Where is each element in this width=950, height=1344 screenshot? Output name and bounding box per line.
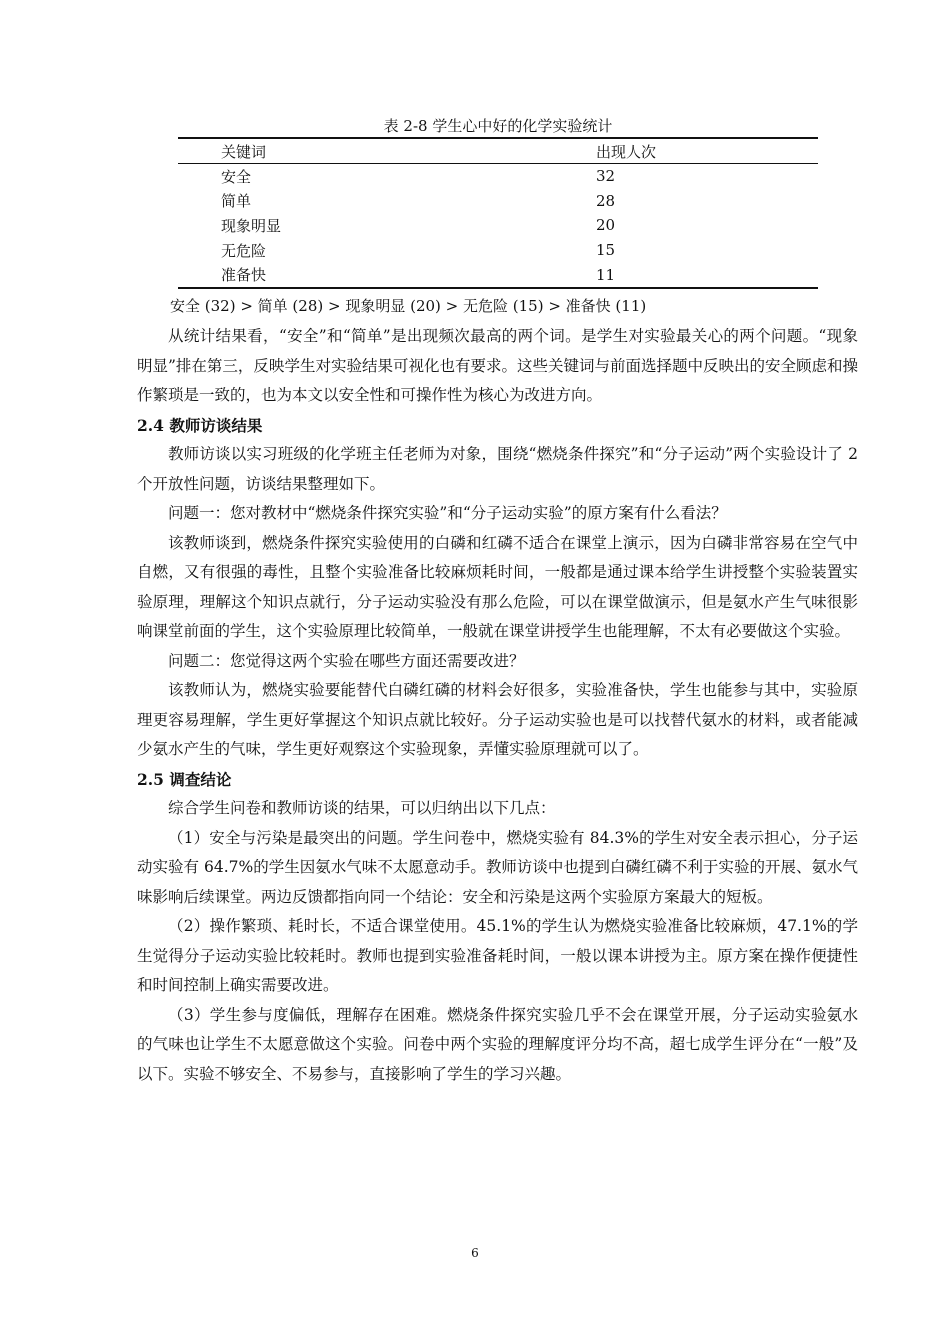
row-count: 32: [596, 167, 616, 186]
row-count: 15: [596, 241, 616, 260]
answer-two: 该教师认为，燃烧实验要能替代白磷红磷的材料会好很多，实验准备快，学生也能参与其中，实验原理更容易理解，学生更好掌握这个知识点就比较好。分子运动实验也是可以找替代氨水的材料，或者能减少氨水产生的气味，学生更好观察这个实验现象，弄懂实验原理就可以了。: [137, 681, 858, 758]
row-count: 28: [596, 191, 616, 210]
question-one: 问题一：您对教材中“燃烧条件探究实验”和“分子运动实验”的原方案有什么看法？: [168, 504, 727, 522]
table-row: [178, 238, 818, 263]
ranking-summary: 安全 (32) > 简单 (28) > 现象明显 (20) > 无危险 (15) > 准备快 (11): [170, 297, 647, 315]
answer-one: 该教师谈到，燃烧条件探究实验使用的白磷和红磷不适合在课堂上演示，因为白磷非常容易在空气中自燃，又有很强的毒性，且整个实验准备比较麻烦耗时间，一般都是通过课本给学生讲授整个实验装置实验原理，理解这个知识点就行，分子运动实验没有那么危险，可以在课堂做演示，但是氨水产生气味很影响课堂前面的学生，这个实验原理比较简单，一般就在课堂讲授学生也能理解，不太有必要做这个实验。: [137, 533, 858, 640]
row-count: 20: [596, 216, 616, 235]
section-heading-2-4: 2.4 教师访谈结果: [137, 415, 263, 435]
paragraph-conclusion-intro: 综合学生问卷和教师访谈的结果，可以归纳出以下几点：: [168, 799, 556, 817]
header-keyword: 关键词: [178, 138, 596, 164]
question-two: 问题二：您觉得这两个实验在哪些方面还需要改进？: [168, 651, 525, 670]
header-count: 出现人次: [596, 138, 818, 164]
section-heading-2-5: 2.5 调查结论: [137, 769, 232, 789]
row-keyword: 安全: [221, 167, 252, 186]
table-row: [178, 164, 818, 189]
conclusion-point-1: （1）安全与污染是最突出的问题。学生问卷中，燃烧实验有 84.3%的学生对安全表示担心，分子运动实验有 64.7%的学生因氨水气味不太愿意动手。教师访谈中也提到白磷红磷不利于实验的开展、氨水气味影响后续课堂。两边反馈都指向同一个结论：安全和污染是这两个实验原方案最大的短板。: [137, 828, 858, 906]
table-row: [178, 189, 818, 214]
conclusion-point-2: （2）操作繁琐、耗时长，不适合课堂使用。45.1%的学生认为燃烧实验准备比较麻烦，47.1%的学生觉得分子运动实验比较耗时。教师也提到实验准备耗时间，一般以课本讲授为主。原方案在操作便捷性和时间控制上确实需要改进。: [137, 917, 858, 994]
paragraph-analysis: 从统计结果看，“安全”和“简单”是出现频次最高的两个词。是学生对实验最关心的两个问题。“现象明显”排在第三，反映学生对实验结果可视化也有要求。这些关键词与前面选择题中反映出的安全顾虑和操作繁琐是一致的，也为本文以安全性和可操作性为核心为改进方向。: [137, 327, 858, 404]
row-keyword: 现象明显: [221, 216, 282, 235]
conclusion-point-3: （3）学生参与度偏低，理解存在困难。燃烧条件探究实验几乎不会在课堂开展，分子运动实验氨水的气味也让学生不太愿意做这个实验。问卷中两个实验的理解度评分均不高，超七成学生评分在“一般”及以下。实验不够安全、不易参与，直接影响了学生的学习兴趣。: [137, 1005, 858, 1083]
page-number: 6: [471, 1246, 479, 1260]
keyword-table-container: [178, 137, 818, 289]
body-text: [137, 322, 858, 1089]
row-keyword: 无危险: [221, 241, 267, 260]
table-header-row: [178, 138, 818, 164]
keyword-table: [178, 137, 818, 289]
table-row: [178, 262, 818, 288]
row-keyword: 简单: [221, 192, 252, 211]
table-row: [178, 213, 818, 238]
paragraph-interview-intro: 教师访谈以实习班级的化学班主任老师为对象，围绕“燃烧条件探究”和“分子运动”两个实验设计了 2 个开放性问题，访谈结果整理如下。: [137, 445, 858, 493]
table-caption: 表 2-8 学生心中好的化学实验统计: [383, 117, 613, 135]
row-keyword: 准备快: [178, 262, 596, 288]
row-count: 11: [596, 262, 818, 288]
